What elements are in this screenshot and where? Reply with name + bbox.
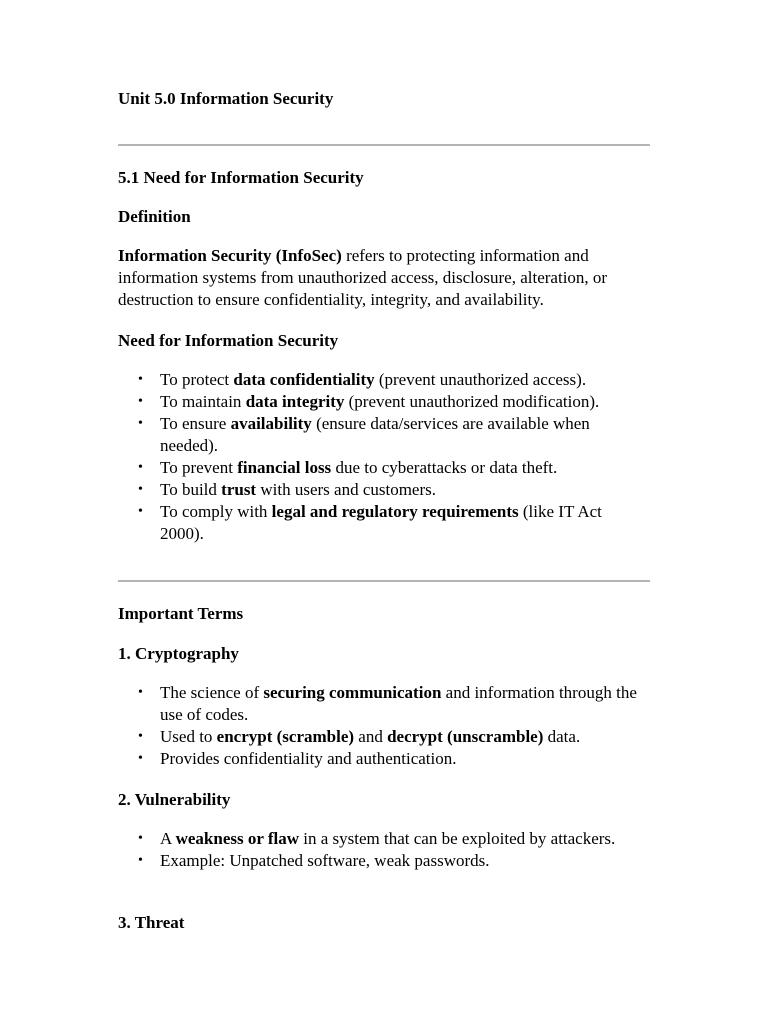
definition-text: refers to protecting information and information systems from unauthorized access, disclosure, alteration, or destruction to ensure confidentiality, integrity, and availability. [118,246,608,309]
list-item: • To build trust with users and customers. [118,479,650,501]
list-item: • A weakness or flaw in a system that can be exploited by attackers. [118,828,650,850]
definition-paragraph [118,245,650,311]
need-heading: Need for Information Security [118,331,339,350]
divider [118,144,650,146]
list-item: • To ensure availability (ensure data/services are available when needed). [118,413,650,457]
list-item: • To protect data confidentiality (prevent unauthorized access). [118,369,650,391]
list-item: • Provides confidentiality and authentication. [118,748,650,770]
divider [118,580,650,582]
cryptography-list [118,682,650,770]
list-item: • To maintain data integrity (prevent unauthorized modification). [118,391,650,413]
need-list [118,369,650,545]
section-title: 5.1 Need for Information Security [118,168,364,187]
definition-heading: Definition [118,207,191,226]
list-item: • To comply with legal and regulatory requirements (like IT Act 2000). [118,501,650,545]
unit-title: Unit 5.0 Information Security [118,89,334,108]
list-item: • To prevent financial loss due to cyberattacks or data theft. [118,457,650,479]
list-item: • Used to encrypt (scramble) and decrypt (unscramble) data. [118,726,650,748]
list-item: • The science of securing communication and information through the use of codes. [118,682,650,726]
vulnerability-heading: 2. Vulnerability [118,790,231,809]
definition-term: Information Security (InfoSec) [118,246,342,265]
cryptography-heading: 1. Cryptography [118,644,239,663]
terms-heading: Important Terms [118,604,244,623]
list-item: • Example: Unpatched software, weak passwords. [118,850,650,872]
vulnerability-list [118,828,650,872]
threat-heading: 3. Threat [118,913,185,932]
